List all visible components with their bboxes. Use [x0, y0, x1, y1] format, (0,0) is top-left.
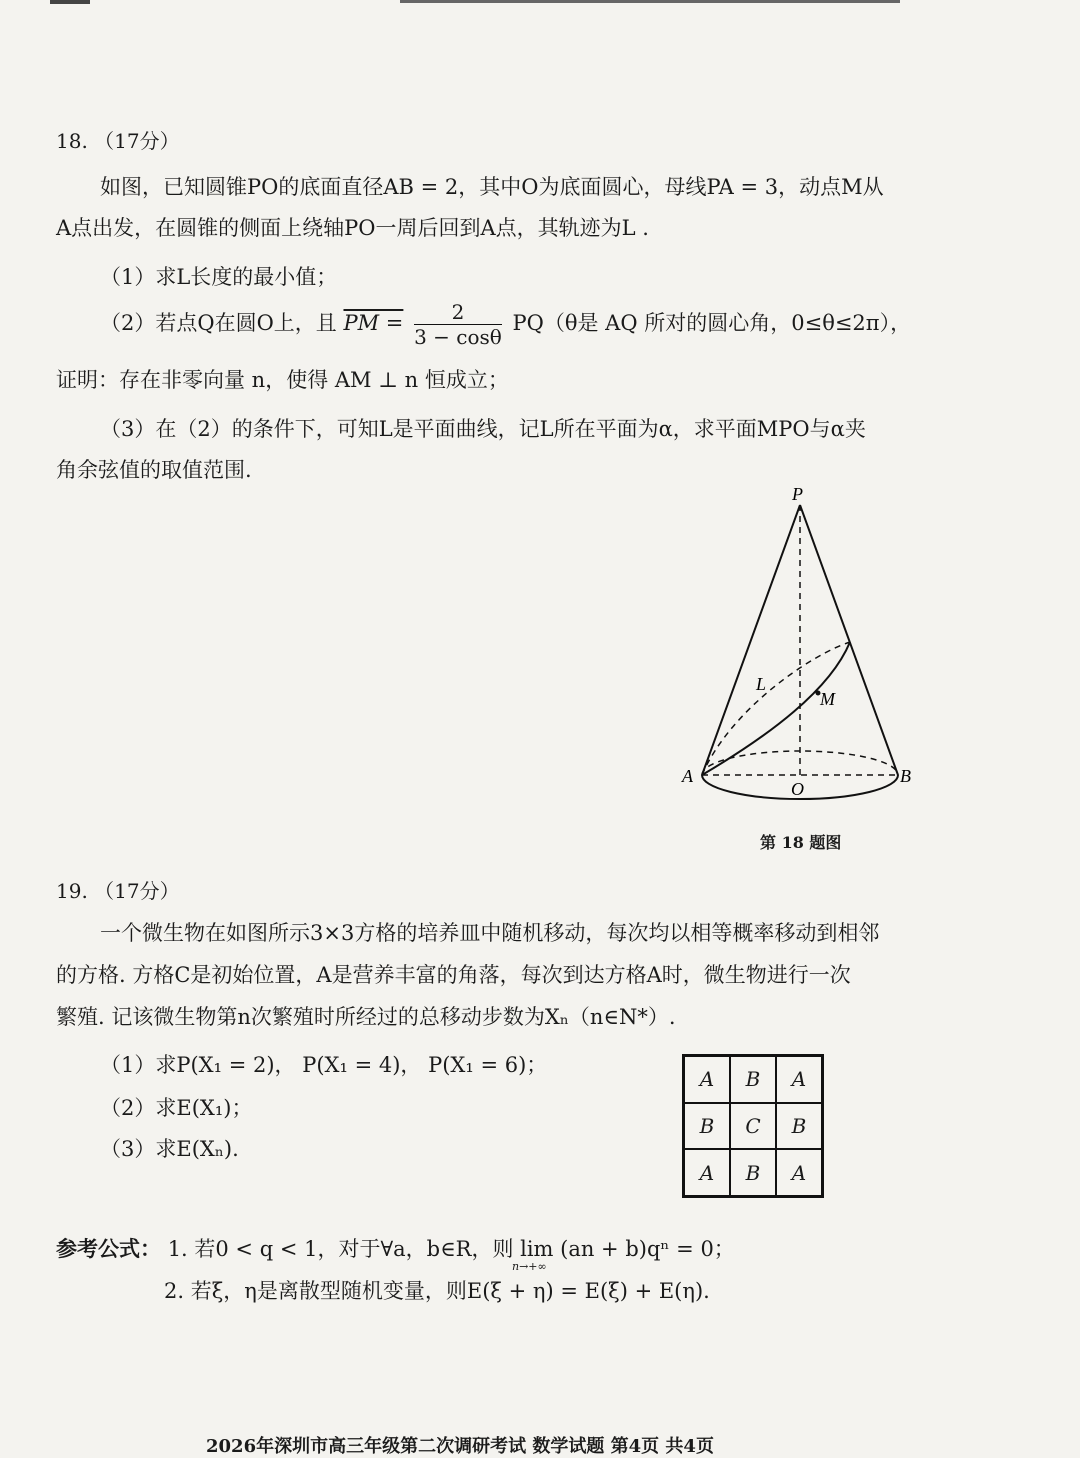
q18-part1: （1）求L长度的最小值；: [100, 265, 338, 289]
reference-formula-2: 2. 若ξ，η是离散型随机变量，则E(ξ + η) = E(ξ) + E(η).: [164, 1279, 710, 1303]
reference-formula-1: 1. 若0 < q < 1，对于∀a，b∈R，则 lim (an + b)qⁿ = 0；: [167, 1237, 735, 1261]
label-o: O: [791, 779, 804, 799]
grid-cell: A: [776, 1056, 822, 1103]
limit-subscript: n→+∞: [512, 1260, 547, 1273]
q18-part2-post: PQ（θ是 AQ 所对的圆心角，0≤θ≤2π），: [512, 311, 912, 335]
reference-label: 参考公式：: [56, 1236, 161, 1261]
q19-intro-line1: 一个微生物在如图所示3×3方格的培养皿中随机移动，每次均以相等概率移动到相邻: [100, 921, 880, 945]
q18-vector-pm: PM =: [343, 311, 404, 335]
grid-cell: B: [776, 1103, 822, 1150]
scan-edge-mark: [400, 0, 900, 3]
cone-figure: [660, 480, 940, 820]
q18-fraction: [414, 300, 502, 349]
scan-edge-mark: [50, 0, 90, 4]
q18-part2-line2: 证明：存在非零向量 n，使得 AM ⊥ n 恒成立；: [56, 368, 509, 392]
reference-formulas: [56, 1234, 735, 1264]
label-p: P: [792, 484, 803, 504]
q18-part3-line2: 角余弦值的取值范围.: [56, 458, 252, 482]
q18-fraction-denominator: 3 − cosθ: [414, 325, 502, 349]
q18-heading: 18. （17分）: [56, 129, 180, 153]
q19-part3: （3）求E(Xₙ).: [100, 1137, 239, 1161]
grid-cell: B: [730, 1149, 776, 1196]
grid-cell: B: [730, 1056, 776, 1103]
label-a: A: [682, 766, 693, 786]
q18-part2-pre: （2）若点Q在圆O上，且: [100, 311, 337, 335]
grid-cell: C: [730, 1103, 776, 1150]
cone-slant-left: [702, 505, 800, 775]
figure-caption: 第 18 题图: [760, 833, 842, 852]
q19-part2: （2）求E(X₁)；: [100, 1096, 253, 1120]
label-b: B: [900, 766, 911, 786]
q18-intro-line2: A点出发，在圆锥的侧面上绕轴PO一周后回到A点，其轨迹为L .: [56, 216, 649, 240]
q18-fraction-numerator: 2: [414, 300, 502, 325]
grid-cell: B: [684, 1103, 730, 1150]
page-footer: 2026年深圳市高三年级第二次调研考试 数学试题 第4页 共4页: [206, 1436, 714, 1457]
label-l: L: [756, 674, 767, 694]
q19-intro-line2: 的方格. 方格C是初始位置，A是营养丰富的角落，每次到达方格A时，微生物进行一次: [56, 963, 851, 987]
grid-cell: A: [684, 1149, 730, 1196]
grid-cell: A: [776, 1149, 822, 1196]
cone-slant-right: [800, 505, 898, 775]
q19-intro-line3: 繁殖. 记该微生物第n次繁殖时所经过的总移动步数为Xₙ（n∈N*）.: [56, 1005, 676, 1029]
grid-cell: A: [684, 1056, 730, 1103]
q19-part1: （1）求P(X₁ = 2)， P(X₁ = 4)， P(X₁ = 6)；: [100, 1053, 548, 1077]
q18-part2: [100, 296, 911, 350]
label-m: M: [820, 689, 835, 709]
q19-heading: 19. （17分）: [56, 879, 180, 903]
q18-intro-line1: 如图，已知圆锥PO的底面直径AB = 2，其中O为底面圆心，母线PA = 3，动点M从: [100, 175, 884, 199]
q18-part3-line1: （3）在（2）的条件下，可知L是平面曲线，记L所在平面为α，求平面MPO与α夹: [100, 417, 866, 441]
petri-dish-grid: [682, 1054, 824, 1198]
